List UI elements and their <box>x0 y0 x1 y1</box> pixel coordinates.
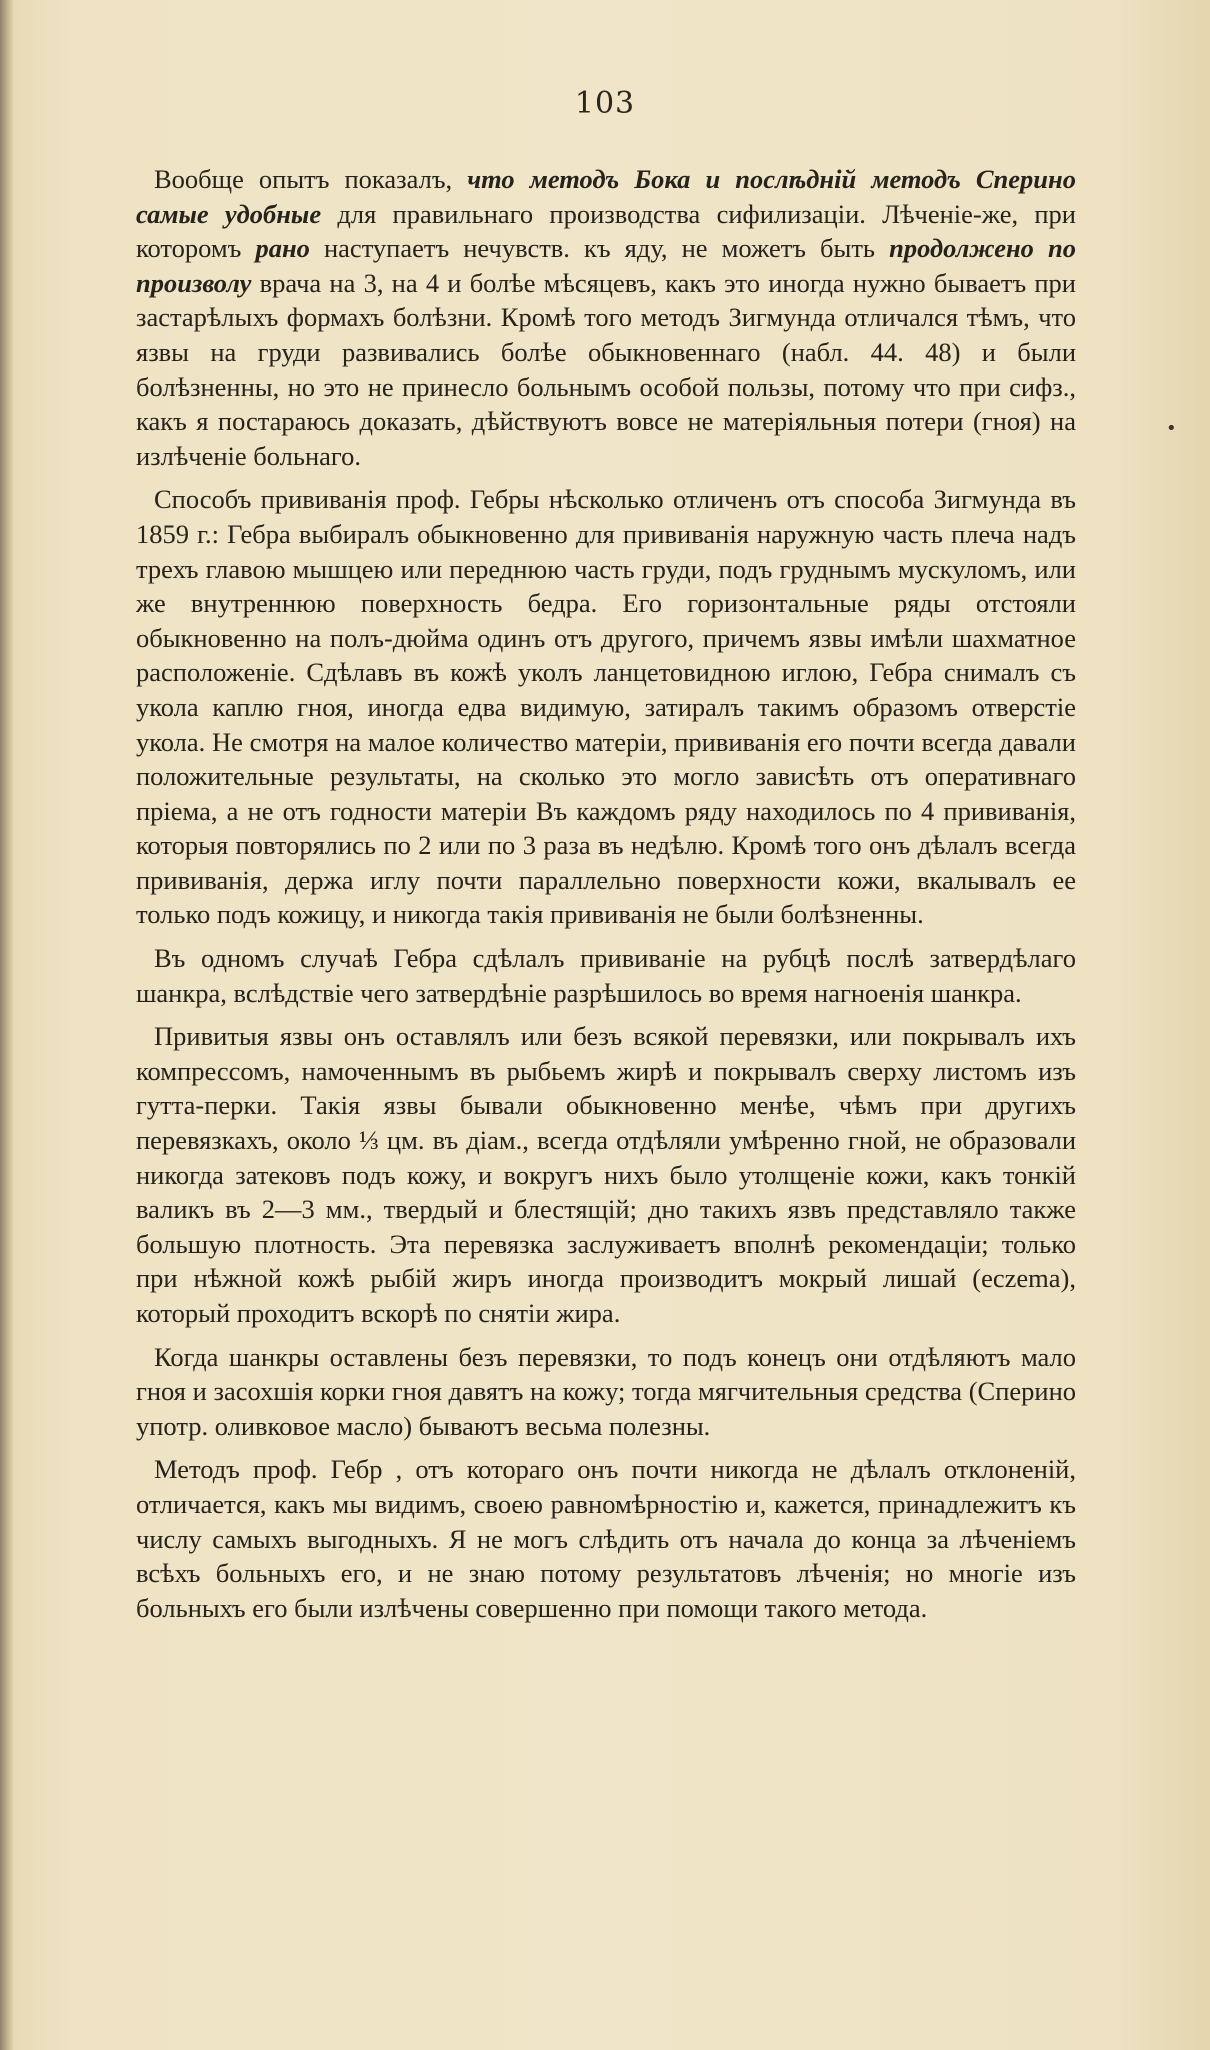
text-run: для правильнаго производства сифилизаціи. Лѣченіе-же, при которомъ <box>136 198 1076 264</box>
body-text <box>136 162 1076 1634</box>
italic-run: что методъ Бока и послѣдній методъ Сперино самые удобные <box>136 164 1076 229</box>
paragraph <box>136 941 1076 1010</box>
margin-mark: • <box>1166 418 1177 439</box>
paragraph <box>136 1019 1076 1330</box>
paragraph <box>136 162 1076 473</box>
text-run: Когда шанкры оставлены безъ перевязки, то подъ конецъ они отдѣляютъ мало гноя и засохшія корки гноя давятъ на кожу; тогда мягчительныя средства (Сперино употр. оливковое масло) бываютъ весьма полезны. <box>136 1341 1076 1441</box>
text-run: Способъ прививанія проф. Гебры нѣсколько отличенъ отъ способа Зигмунда въ 1859 г.: Гебра выбиралъ обыкновенно для прививанія наружную часть плеча надъ трехъ главою мышцею или переднюю часть груди, подъ груднымъ мускуломъ, или же внутреннюю поверхность бедра. Его горизонтальные ряды отстояли обыкновенно на полъ-дюйма одинъ отъ другого, причемъ язвы имѣли шахматное расположеніе. Сдѣлавъ въ кожѣ уколъ ланцетовидною иглою, Гебра снималъ съ укола каплю гноя, иногда едва видимую, затиралъ такимъ образомъ отверстіе укола. Не смотря на малое количество матеріи, прививанія его почти всегда давали положительные результаты, на сколько это могло зависѣть отъ оперативнаго пріема, а не отъ годности матеріи Въ каждомъ ряду находилось по 4 прививанія, которыя повторялись по 2 или по 3 раза въ недѣлю. Кромѣ того онъ дѣлалъ всегда прививанія, держа иглу почти параллельно поверхности кожи, вкалывалъ ее только подъ кожицу, и никогда такія прививанія не были болѣзненны. <box>136 484 1076 930</box>
page-number: 103 <box>574 86 636 121</box>
page-binding-shadow <box>0 0 14 2050</box>
paragraph <box>136 1340 1076 1444</box>
italic-run: рано <box>255 233 310 264</box>
text-run: врача на 3, на 4 и болѣе мѣсяцевъ, какъ это иногда нужно бываетъ при застарѣлыхъ формахъ болѣзни. Кромѣ того методъ Зигмунда отличался тѣмъ, что язвы на груди развивались болѣе обыкновеннаго (набл. 44. 48) и были болѣзненны, но это не принесло больнымъ особой пользы, потому что при сифз., какъ я постараюсь доказать, дѣйствуютъ вовсе не матеріяльныя потери (гноя) на излѣченіе больнаго. <box>136 267 1076 471</box>
paragraph <box>136 1452 1076 1625</box>
text-run: наступаетъ нечувств. къ яду, не можетъ быть <box>309 233 890 264</box>
text-run: Вообще опытъ показалъ, <box>154 164 468 194</box>
italic-run: продолжено по произволу <box>136 233 1076 298</box>
text-run: Въ одномъ случаѣ Гебра сдѣлалъ прививаніе на рубцѣ послѣ затвердѣлаго шанкра, вслѣдствіе чего затвердѣніе разрѣшилось во время нагноенія шанкра. <box>136 943 1076 1008</box>
paragraph <box>136 482 1076 932</box>
text-run: Методъ проф. Гебр , отъ котораго онъ почти никогда не дѣлалъ отклоненій, отличается, какъ мы видимъ, своею равномѣрностію и, кажется, принадлежитъ къ числу самыхъ выгодныхъ. Я не могъ слѣдить отъ начала до конца за лѣченіемъ всѣхъ больныхъ его, и не знаю потому результатовъ лѣченія; но многіе изъ больныхъ его были излѣчены совершенно при помощи такого метода. <box>136 1454 1076 1623</box>
text-run: Привитыя язвы онъ оставлялъ или безъ всякой перевязки, или покрывалъ ихъ компрессомъ, намоченнымъ въ рыбьемъ жирѣ и покрывалъ сверху листомъ изъ гутта-перки. Такія язвы бывали обыкновенно менѣе, чѣмъ при другихъ перевязкахъ, около ⅓ цм. въ діам., всегда отдѣляли умѣренно гной, не образовали никогда затековъ подъ кожу, и вокругъ нихъ было утолщеніе кожи, какъ тонкій валикъ въ 2—3 мм., твердый и блестящій; дно такихъ язвъ представляло также большую плотность. Эта перевязка заслуживаетъ вполнѣ рекомендаціи; только при нѣжной кожѣ рыбій жиръ иногда производитъ мокрый лишай (eczema), который проходитъ вскорѣ по снятіи жира. <box>136 1021 1076 1328</box>
